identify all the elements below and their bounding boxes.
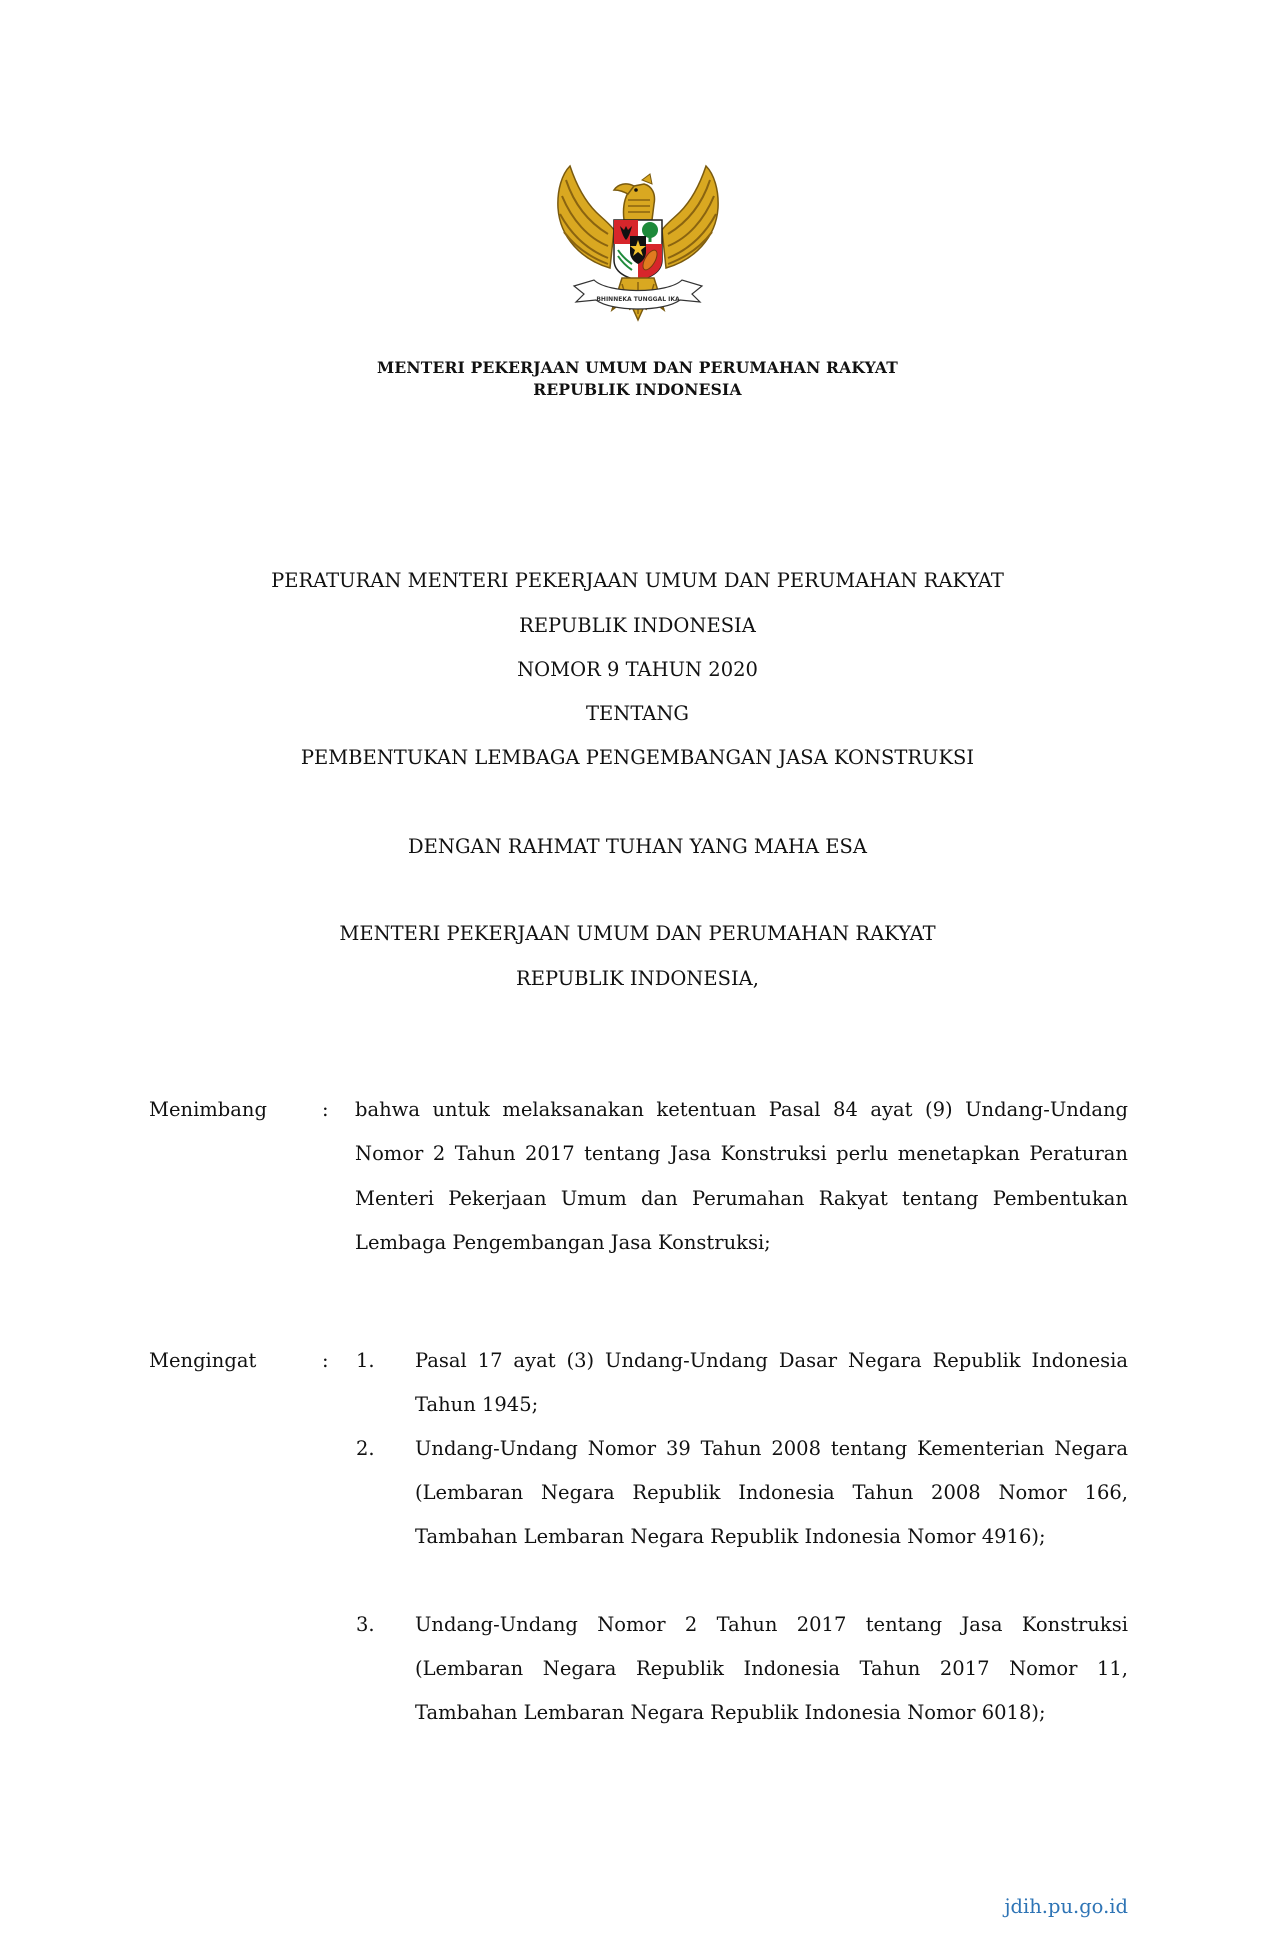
mengingat-colon: : xyxy=(322,1349,329,1372)
regulation-subject: PEMBENTUKAN LEMBAGA PENGEMBANGAN JASA KONSTRUKSI xyxy=(300,746,975,769)
mengingat-item-2-text: Undang-Undang Nomor 39 Tahun 2008 tentang Kementerian Negara (Lembaran Negara Republik Indonesia Tahun 2008 Nomor 166, Tambahan Lembaran Negara Republik Indonesia Nomor 4916); xyxy=(415,1437,1128,1549)
letterhead-line-2: REPUBLIK INDONESIA xyxy=(533,380,742,399)
regulation-number: NOMOR 9 TAHUN 2020 xyxy=(517,658,758,681)
left-wing xyxy=(558,166,614,268)
mengingat-item-1-number: 1. xyxy=(356,1349,375,1372)
mengingat-item-3-text: Undang-Undang Nomor 2 Tahun 2017 tentang Jasa Konstruksi (Lembaran Negara Republik Indonesia Tahun 2017 Nomor 11, Tambahan Lembaran Negara Republik Indonesia Nomor 6018); xyxy=(415,1613,1128,1725)
jdih-footer-link[interactable]: jdih.pu.go.id xyxy=(1004,1895,1128,1918)
garuda-pancasila-emblem xyxy=(552,160,724,330)
issuer-line-1: MENTERI PEKERJAAN UMUM DAN PERUMAHAN RAKYAT xyxy=(339,922,936,945)
regulation-tentang: TENTANG xyxy=(586,702,689,725)
shield xyxy=(614,220,662,280)
menimbang-colon: : xyxy=(322,1098,329,1121)
right-wing xyxy=(662,166,718,268)
mengingat-item-3-number: 3. xyxy=(356,1613,375,1636)
menimbang-label: Menimbang xyxy=(149,1098,267,1121)
regulation-title-line-1: PERATURAN MENTERI PEKERJAAN UMUM DAN PERUMAHAN RAKYAT xyxy=(271,569,1004,592)
regulation-title-line-2: REPUBLIK INDONESIA xyxy=(519,614,756,637)
letterhead-line-1: MENTERI PEKERJAAN UMUM DAN PERUMAHAN RAKYAT xyxy=(376,358,898,377)
head xyxy=(614,174,655,220)
mengingat-label: Mengingat xyxy=(149,1349,257,1372)
motto-text: BHINNEKA TUNGGAL IKA xyxy=(596,296,680,303)
menimbang-text: bahwa untuk melaksanakan ketentuan Pasal 84 ayat (9) Undang-Undang Nomor 2 Tahun 2017 tentang Jasa Konstruksi perlu menetapkan Peraturan Menteri Pekerjaan Umum dan Perumahan Rakyat tentang Pembentukan Lembaga Pengembangan Jasa Konstruksi; xyxy=(355,1098,1128,1254)
mengingat-item-1-text: Pasal 17 ayat (3) Undang-Undang Dasar Negara Republik Indonesia Tahun 1945; xyxy=(415,1349,1128,1417)
issuer-line-2: REPUBLIK INDONESIA, xyxy=(516,967,759,990)
garuda-emblem-icon xyxy=(552,160,724,330)
invocation: DENGAN RAHMAT TUHAN YANG MAHA ESA xyxy=(408,835,867,858)
mengingat-item-2-number: 2. xyxy=(356,1437,375,1460)
